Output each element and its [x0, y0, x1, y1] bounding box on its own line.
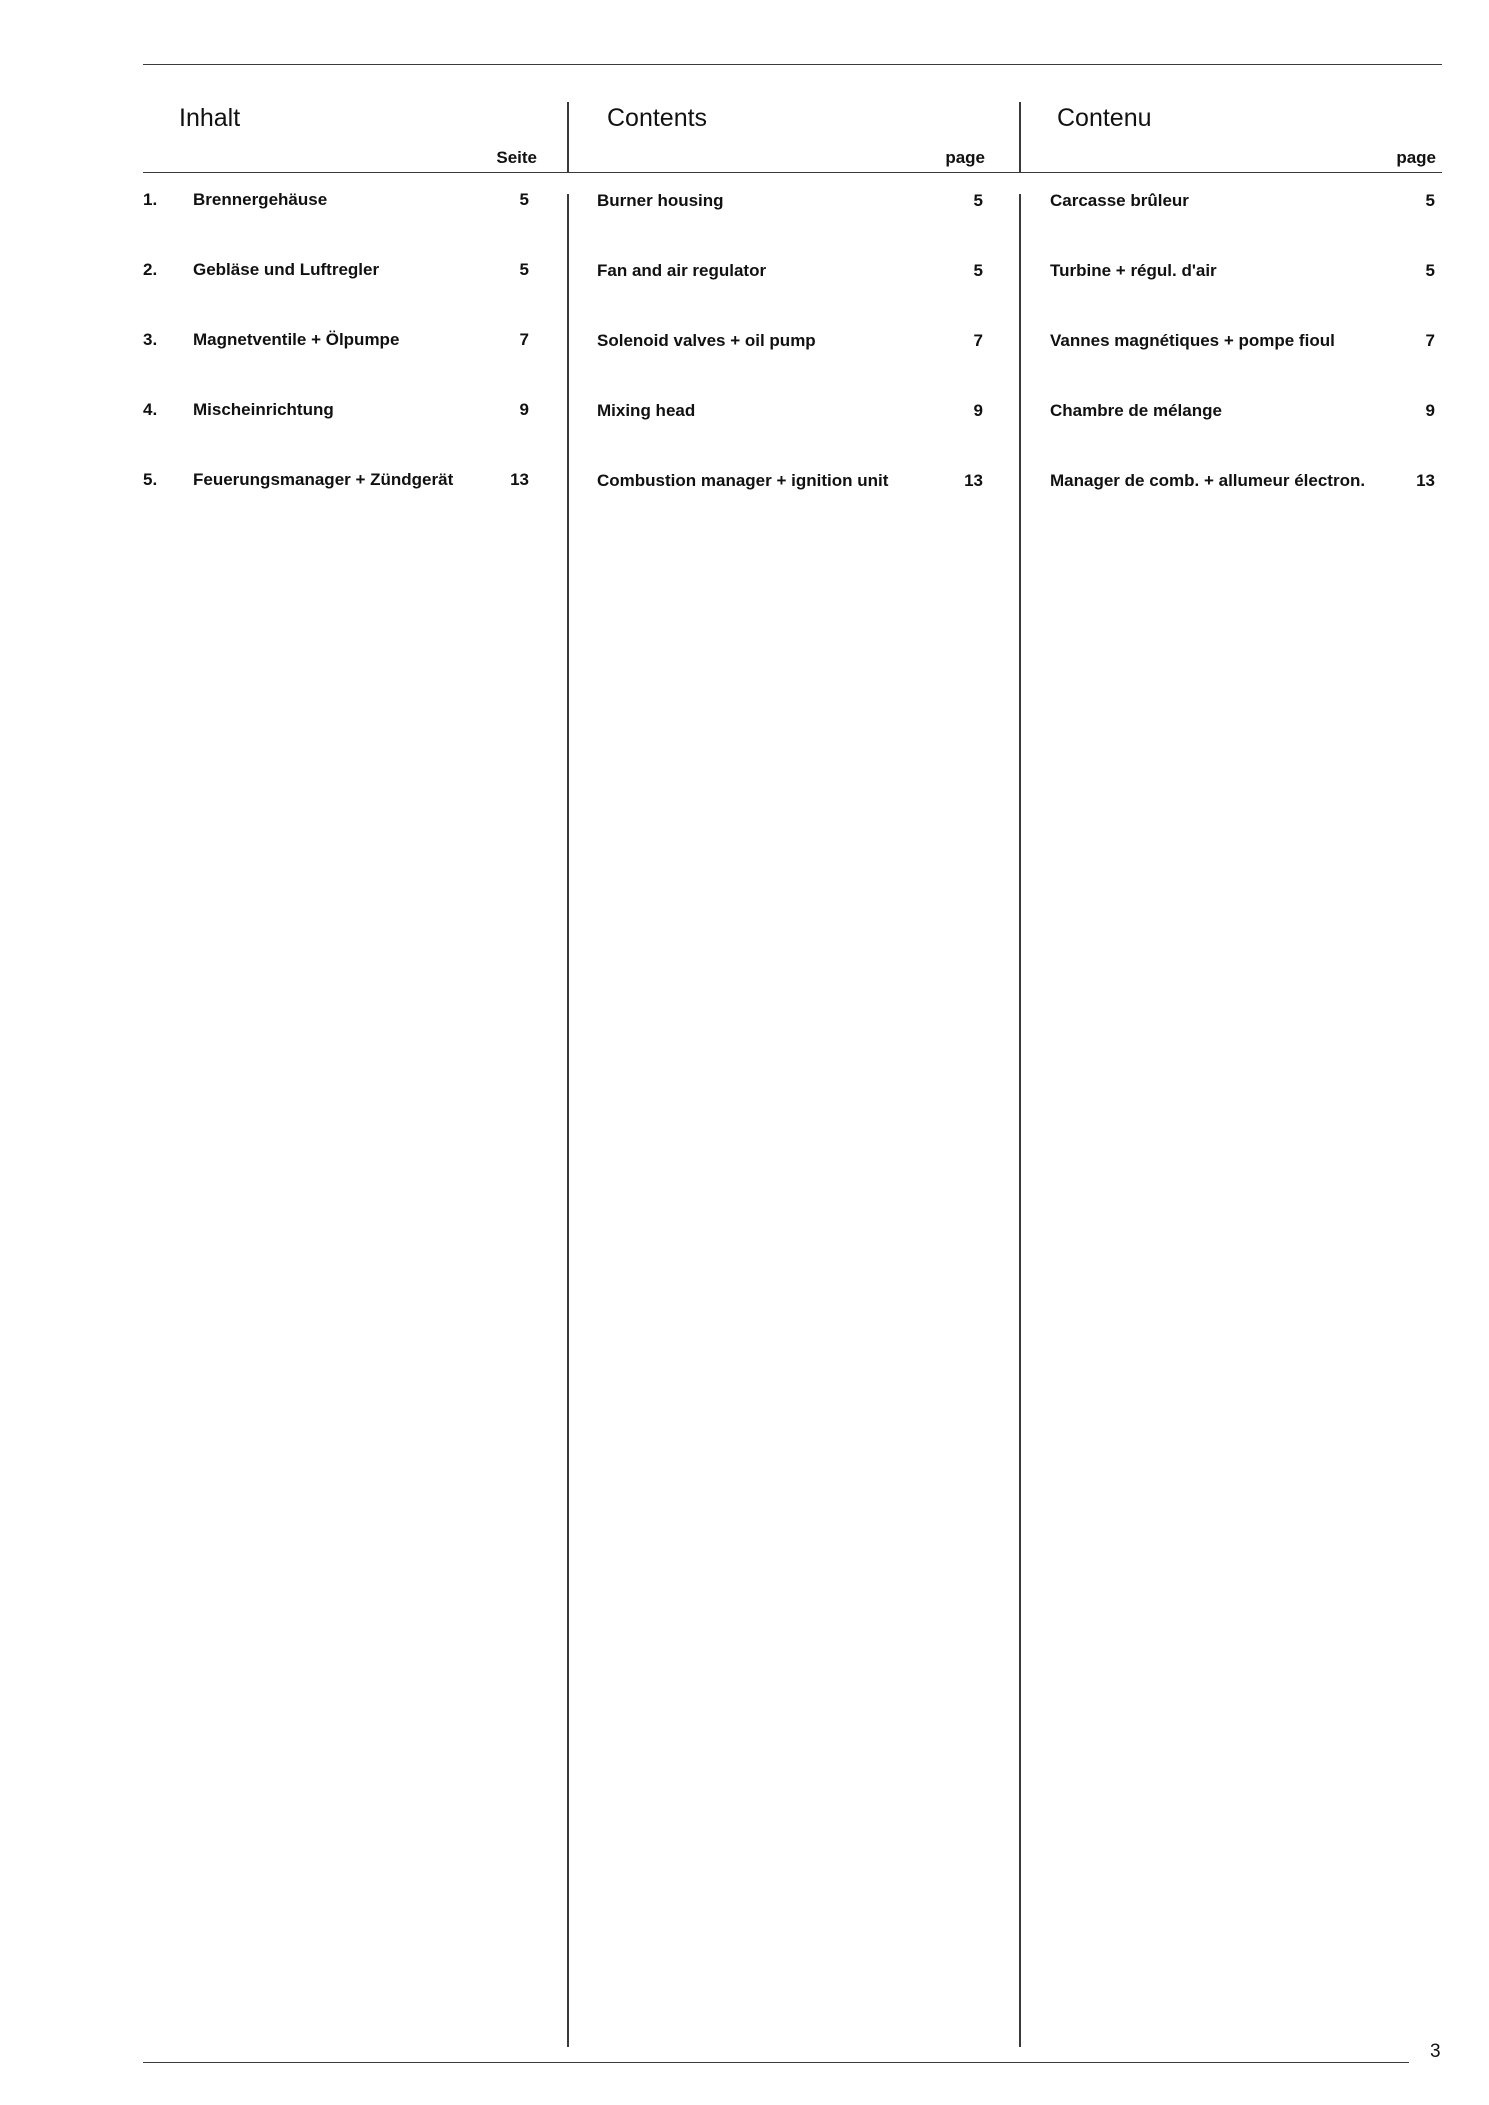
column-divider-2 [1019, 102, 1021, 172]
entry-label: Brennergehäuse [193, 190, 328, 209]
entry-page: 5 [1425, 191, 1435, 210]
entry-label: Fan and air regulator [597, 261, 767, 280]
entry-page: 7 [519, 330, 529, 349]
entry-page: 13 [510, 470, 529, 489]
entry-page: 13 [1416, 471, 1435, 490]
entry-page: 13 [964, 471, 983, 490]
entry-label: Burner housing [597, 191, 724, 210]
column-title: Contents [607, 104, 708, 132]
entry-page: 5 [973, 261, 983, 280]
entry-number: 3. [143, 330, 158, 349]
column-divider-1-lower [567, 194, 569, 2047]
entry-number: 2. [143, 260, 158, 279]
page-column-label: Seite [496, 148, 537, 167]
entry-page: 5 [519, 190, 529, 209]
entry-number: 5. [143, 470, 158, 489]
entry-label: Mischeinrichtung [193, 400, 334, 419]
entry-label: Magnetventile + Ölpumpe [193, 330, 400, 349]
entry-page: 7 [973, 331, 983, 350]
entry-label: Chambre de mélange [1050, 401, 1222, 420]
entry-page: 9 [973, 401, 983, 420]
entry-label: Carcasse brûleur [1050, 191, 1189, 210]
entry-page: 5 [1425, 261, 1435, 280]
bottom-rule [143, 2062, 1409, 2063]
entry-page: 5 [519, 260, 529, 279]
page-column-label: page [1396, 148, 1436, 167]
entry-page: 9 [519, 400, 529, 419]
entry-label: Solenoid valves + oil pump [597, 331, 816, 350]
entry-number: 4. [143, 400, 158, 419]
entry-label: Vannes magnétiques + pompe fioul [1050, 331, 1335, 350]
entry-page: 5 [973, 191, 983, 210]
entry-label: Combustion manager + ignition unit [597, 471, 889, 490]
entry-page: 9 [1425, 401, 1435, 420]
column-title: Contenu [1057, 104, 1152, 132]
column-divider-1 [567, 102, 569, 172]
entry-label: Gebläse und Luftregler [193, 260, 380, 279]
page-number: 3 [1430, 2041, 1441, 2062]
entry-label: Turbine + régul. d'air [1050, 261, 1217, 280]
top-rule [143, 64, 1442, 65]
column-title: Inhalt [179, 104, 241, 132]
column-divider-2-lower [1019, 194, 1021, 2047]
header-rule [143, 172, 1442, 173]
entry-number: 1. [143, 190, 158, 209]
entry-label: Mixing head [597, 401, 696, 420]
entry-label: Manager de comb. + allumeur électron. [1050, 471, 1366, 490]
entry-label: Feuerungsmanager + Zündgerät [193, 470, 454, 489]
page-column-label: page [945, 148, 985, 167]
entry-page: 7 [1425, 331, 1435, 350]
